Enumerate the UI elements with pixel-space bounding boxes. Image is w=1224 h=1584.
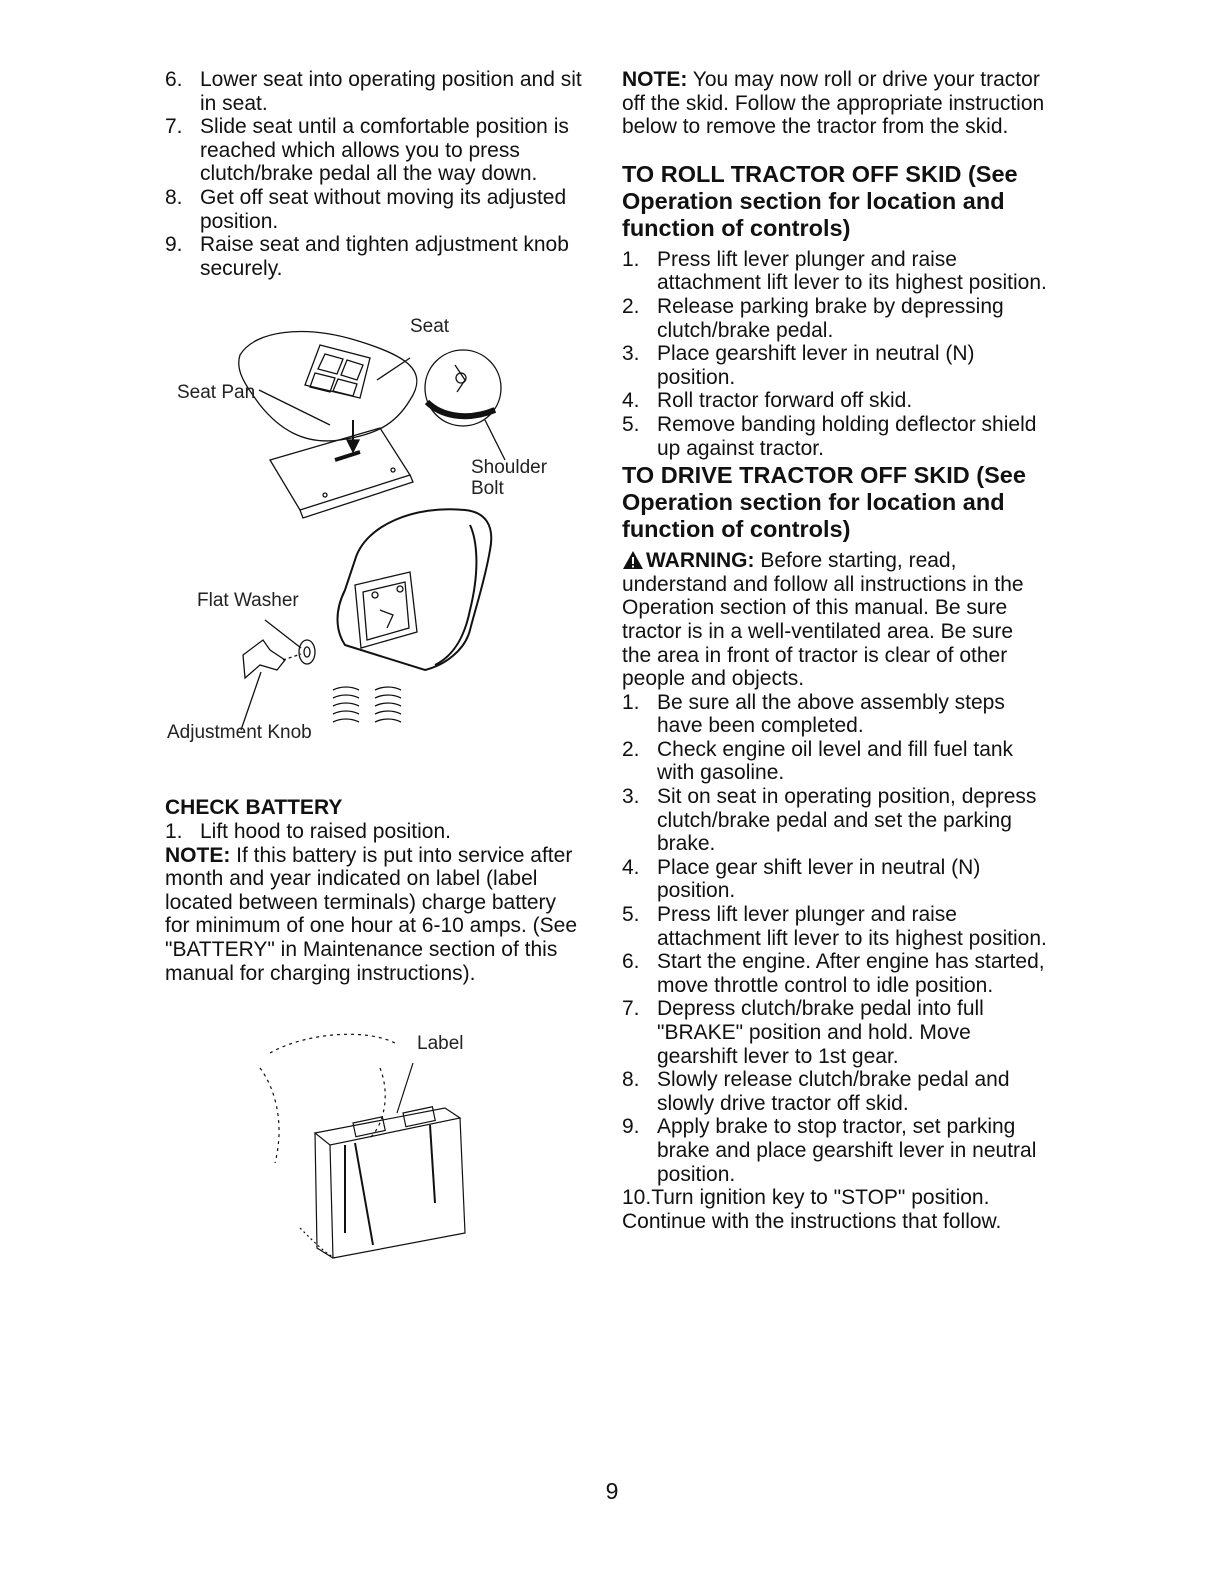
list-item: 6. Lower seat into operating position and sit in seat. [165, 68, 582, 115]
list-item: 1. Lift hood to raised position. [165, 819, 451, 843]
list-item: 6. Start the engine. After engine has started, move throttle control to idle position. [622, 950, 1045, 997]
skid-note: NOTE: You may now roll or drive your tractor off the skid. Follow the appropriate instruction below to remove the tractor from the skid. [622, 68, 1045, 139]
battery-note: NOTE: If this battery is put into service after month and year indicated on label (label located between terminals) charge battery for minimum of one hour at 6-10 amps. (See "BATTERY" in Maintenance section of this manual for charging instructions). [165, 843, 578, 985]
battery-steps [165, 820, 585, 844]
label-adjustment-knob: Adjustment Knob [167, 722, 312, 744]
list-item: 10.Turn ignition key to "STOP" position. [622, 1186, 990, 1210]
seat-steps [165, 68, 585, 280]
battery-illustration [165, 1013, 585, 1273]
seat-illustration [165, 310, 585, 770]
list-item: 2. Check engine oil level and fill fuel tank with gasoline. [622, 737, 1014, 785]
list-item: 7. Depress clutch/brake pedal into full "BRAKE" position and hold. Move gearshift lever to 1st gear. [622, 997, 984, 1068]
list-item: 4. Place gear shift lever in neutral (N) position. [622, 855, 981, 903]
label-shoulder: Shoulder [471, 457, 548, 479]
drive-steps [622, 691, 1047, 1210]
warning-block: WARNING: Before starting, read, understand and follow all instructions in the Operation section of this manual. Be sure tractor is in a well-ventilated area. Be sure the area in front of tractor is clear of other people and objects. [622, 549, 1024, 691]
roll-steps [622, 248, 1047, 460]
list-item: 8. Get off seat without moving its adjusted position. [165, 185, 567, 233]
list-item: 2. Release parking brake by depressing clutch/brake pedal. [622, 294, 1004, 342]
list-item: 8. Slowly release clutch/brake pedal and slowly drive tractor off skid. [622, 1068, 1010, 1115]
drive-tractor-heading: TO DRIVE TRACTOR OFF SKID (See Operation section for location and function of controls) [622, 462, 1026, 543]
continue-text: Continue with the instructions that follow. [622, 1209, 1002, 1233]
seat-figure [165, 310, 585, 770]
list-item: 5. Press lift lever plunger and raise attachment lift lever to its highest position. [622, 903, 1047, 950]
label-battery-label: Label [417, 1033, 464, 1055]
warning-icon [622, 550, 644, 570]
list-item: 5. Remove banding holding deflector shield up against tractor. [622, 412, 1037, 460]
list-item: 3. Sit on seat in operating position, depress clutch/brake pedal and set the parking brake. [622, 785, 1037, 856]
list-item: 3. Place gearshift lever in neutral (N) position. [622, 342, 975, 389]
roll-tractor-heading: TO ROLL TRACTOR OFF SKID (See Operation section for location and function of controls) [622, 160, 1018, 241]
list-item: 4. Roll tractor forward off skid. [622, 389, 913, 413]
label-seat: Seat [410, 316, 450, 338]
list-item: 7. Slide seat until a comfortable position is reached which allows you to press clutch/brake pedal all the way down. [165, 115, 569, 186]
page-number: 9 [605, 1478, 619, 1504]
list-item: 1. Press lift lever plunger and raise attachment lift lever to its highest position. [622, 247, 1047, 295]
left-column [165, 68, 585, 1273]
label-bolt: Bolt [471, 478, 504, 500]
battery-figure [165, 1013, 585, 1273]
list-item: 1. Be sure all the above assembly steps have been completed. [622, 690, 1005, 738]
list-item: 9. Raise seat and tighten adjustment knob securely. [165, 233, 569, 280]
label-seat-pan: Seat Pan [177, 382, 256, 404]
right-column [622, 68, 1047, 1233]
check-battery-heading: CHECK BATTERY [165, 796, 343, 820]
label-flat-washer: Flat Washer [197, 590, 299, 612]
list-item: 9. Apply brake to stop tractor, set parking brake and place gearshift lever in neutral position. [622, 1115, 1037, 1186]
